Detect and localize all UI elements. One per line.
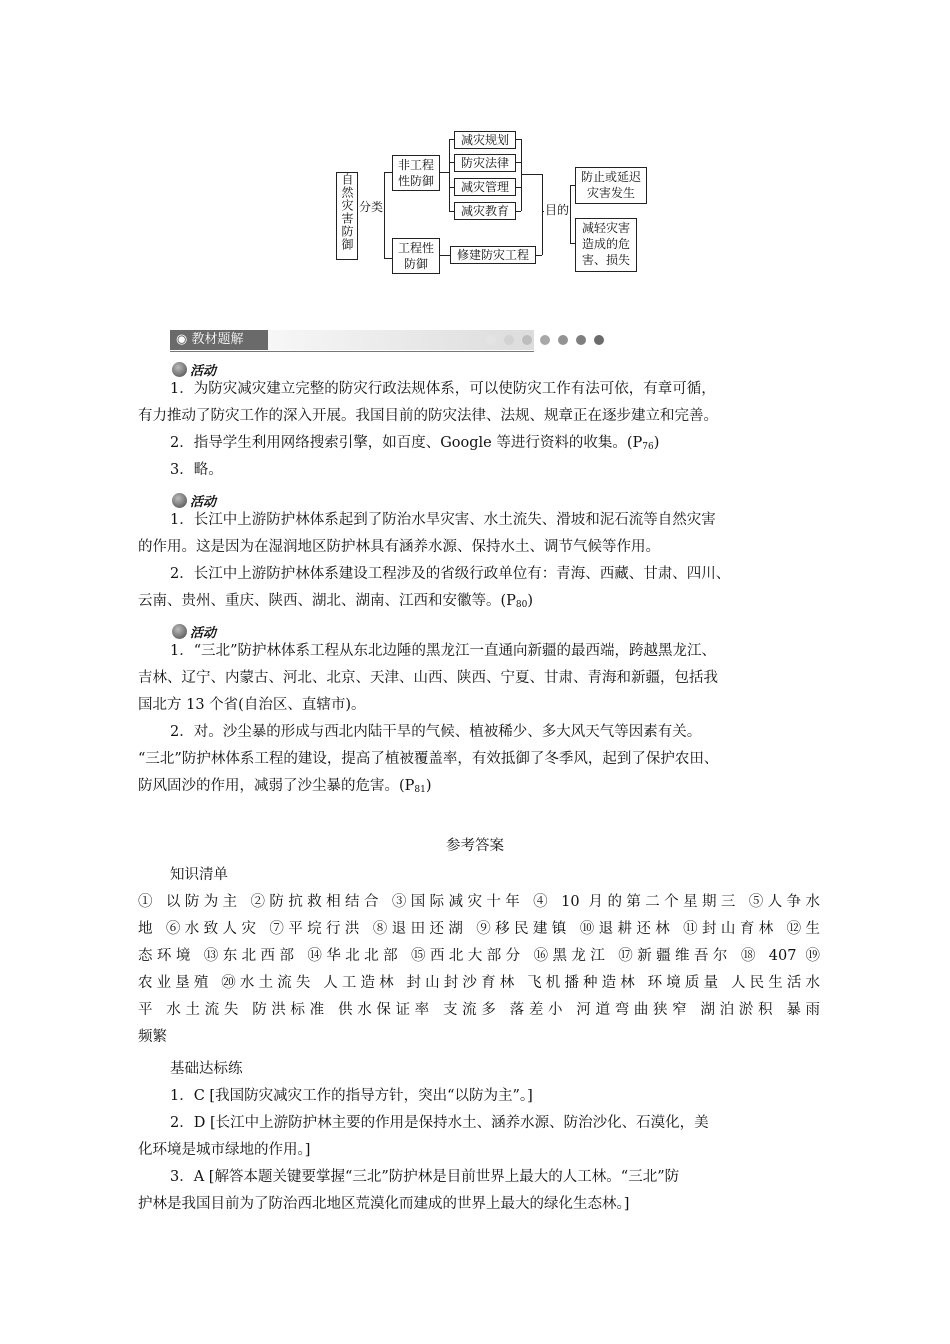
decor-dot-icon [522, 335, 532, 345]
decor-dot-icon [594, 335, 604, 345]
diagram-root-box [336, 172, 358, 260]
answer-line: 3．A [解答本题关键要掌握“三北”防护林是目前世界上最大的人工林。“三北”防 [170, 1169, 680, 1185]
section-banner-rule [170, 351, 534, 352]
activity-tag [172, 361, 216, 377]
knowledge-line: 平 水土流失 防洪标准 供水保证率 支流多 落差小 河道弯曲狭窄 湖泊淤积 暴雨 [138, 1002, 820, 1018]
decor-dot-icon [576, 335, 586, 345]
paragraph-line: 1．为防灾减灾建立完整的防灾行政法规体系，可以使防灾工作有法可依，有章可循， [170, 381, 716, 397]
decor-dot-icon [558, 335, 568, 345]
line-text: ) [425, 778, 432, 794]
decor-dot-icon [540, 335, 550, 345]
activity-label: 活动 [190, 494, 217, 510]
decor-dot-icon [504, 335, 514, 345]
diagram-measure-box [454, 178, 516, 196]
diagram-non-engineering-label: 非工程性防御 [397, 158, 434, 188]
diagram-engineering-label: 工程性防御 [397, 241, 434, 271]
paragraph-line: 1．长江中上游防护林体系起到了防治水旱灾害、水土流失、滑坡和泥石流等自然灾害 [170, 512, 716, 528]
basic-heading: 基础达标练 [170, 1061, 243, 1077]
globe-icon [172, 493, 187, 508]
diagram-measure-box [454, 154, 516, 172]
diagram-goal-box [575, 218, 637, 272]
line-text: ) [527, 593, 534, 609]
section-banner-fill [268, 330, 534, 350]
diagram-engineering-measure-label: 修建防灾工程 [456, 248, 529, 262]
paragraph-line: 2．长江中上游防护林体系建设工程涉及的省级行政单位有：青海、西藏、甘肃、四川、 [170, 566, 731, 582]
activity-tag [172, 623, 216, 639]
answer-line: 化环境是城市绿地的作用。] [138, 1142, 311, 1158]
line-text: 云南、贵州、重庆、陕西、湖北、湖南、江西和安徽等。(P [138, 593, 516, 609]
answers-title: 参考答案 [446, 838, 504, 854]
diagram-engineering-measure-box [450, 246, 536, 264]
answer-line: 1．C [我国防灾减灾工作的指导方针，突出“以防为主”。] [170, 1088, 533, 1104]
diagram-measure-label: 防灾法律 [460, 156, 509, 170]
paragraph-line: 吉林、辽宁、内蒙古、河北、北京、天津、山西、陕西、宁夏、甘肃、青海和新疆，包括我 [138, 670, 718, 686]
diagram-measure-box [454, 202, 516, 220]
line-text: 2．指导学生利用网络搜索引擎，如百度、Google 等进行资料的收集。(P [170, 435, 643, 451]
knowledge-line: 农业垦殖 ⑳水土流失 人工造林 封山封沙育林 飞机播种造林 环境质量 人民生活水 [138, 975, 820, 991]
diagram-root-label: 自然灾害防御 [340, 173, 354, 251]
knowledge-heading: 知识清单 [170, 867, 228, 883]
diagram-measure-box [454, 131, 516, 149]
activity-tag [172, 492, 216, 508]
page-ref-number: 81 [414, 785, 426, 795]
globe-icon [172, 362, 187, 377]
paragraph-line [138, 591, 533, 615]
diagram-measure-label: 减灾教育 [460, 204, 509, 218]
diagram-goal-box [575, 167, 647, 204]
paragraph-line [138, 776, 432, 800]
globe-icon [172, 624, 187, 639]
answer-line: 2．D [长江中上游防护林主要的作用是保持水土、涵养水源、防治沙化、石漠化，美 [170, 1115, 709, 1131]
section-title: 教材题解 [191, 332, 244, 347]
answer-line: 护林是我国目前为了防治西北地区荒漠化而建成的世界上最大的绿化生态林。] [138, 1196, 630, 1212]
line-text: ) [653, 435, 660, 451]
decor-dot-icon [486, 335, 496, 345]
paragraph-line: 的作用。这是因为在湿润地区防护林具有涵养水源、保持水土、调节气候等作用。 [138, 539, 660, 555]
knowledge-line: 频繁 [138, 1029, 167, 1045]
section-banner [170, 330, 534, 352]
diagram-goal-text: 减轻灾害造成的危害、损失 [581, 221, 630, 267]
paragraph-line: 1．“三北”防护林体系工程从东北边陲的黑龙江一直通向新疆的最西端，跨越黑龙江、 [170, 643, 717, 659]
line-text: 防风固沙的作用，减弱了沙尘暴的危害。(P [138, 778, 415, 794]
knowledge-line: 地 ⑥水致人灾 ⑦平垸行洪 ⑧退田还湖 ⑨移民建镇 ⑩退耕还林 ⑪封山育林 ⑫生 [138, 921, 820, 937]
section-banner-label [170, 330, 268, 350]
paragraph-line: 2．对。沙尘暴的形成与西北内陆干旱的气候、植被稀少、多大风天气等因素有关。 [170, 724, 702, 740]
knowledge-line: 态环境 ⑬东北西部 ⑭华北北部 ⑮西北大部分 ⑯黑龙江 ⑰新疆维吾尔 ⑱ 407 ⑲ [138, 948, 820, 964]
paragraph-line: “三北”防护林体系工程的建设，提高了植被覆盖率，有效抵御了冬季风，起到了保护农田、 [138, 751, 719, 767]
target-bullet-icon: ◉ [176, 332, 192, 347]
activity-label: 活动 [190, 363, 217, 379]
paragraph-line [170, 433, 659, 457]
diagram-measure-label: 减灾规划 [460, 133, 509, 147]
diagram-engineering-box [392, 238, 440, 274]
page-ref-number: 80 [515, 600, 528, 610]
paragraph-line: 国北方 13 个省(自治区、直辖市)。 [138, 697, 366, 713]
knowledge-line: ① 以防为主 ②防抗救相结合 ③国际减灾十年 ④ 10 月的第二个星期三 ⑤人争水 [138, 894, 820, 910]
paragraph-line: 3．略。 [170, 462, 223, 478]
paragraph-line: 有力推动了防灾工作的深入开展。我国目前的防灾法律、法规、规章正在逐步建立和完善。 [138, 408, 718, 424]
activity-label: 活动 [190, 625, 217, 641]
diagram-measure-label: 减灾管理 [460, 180, 509, 194]
page-ref-number: 76 [642, 442, 654, 452]
diagram-classify-label: 分类 [359, 200, 384, 214]
diagram-non-engineering-box [392, 155, 440, 191]
diagram-goal-label: 目的 [545, 203, 570, 217]
diagram-goal-text: 防止或延迟灾害发生 [580, 170, 641, 200]
